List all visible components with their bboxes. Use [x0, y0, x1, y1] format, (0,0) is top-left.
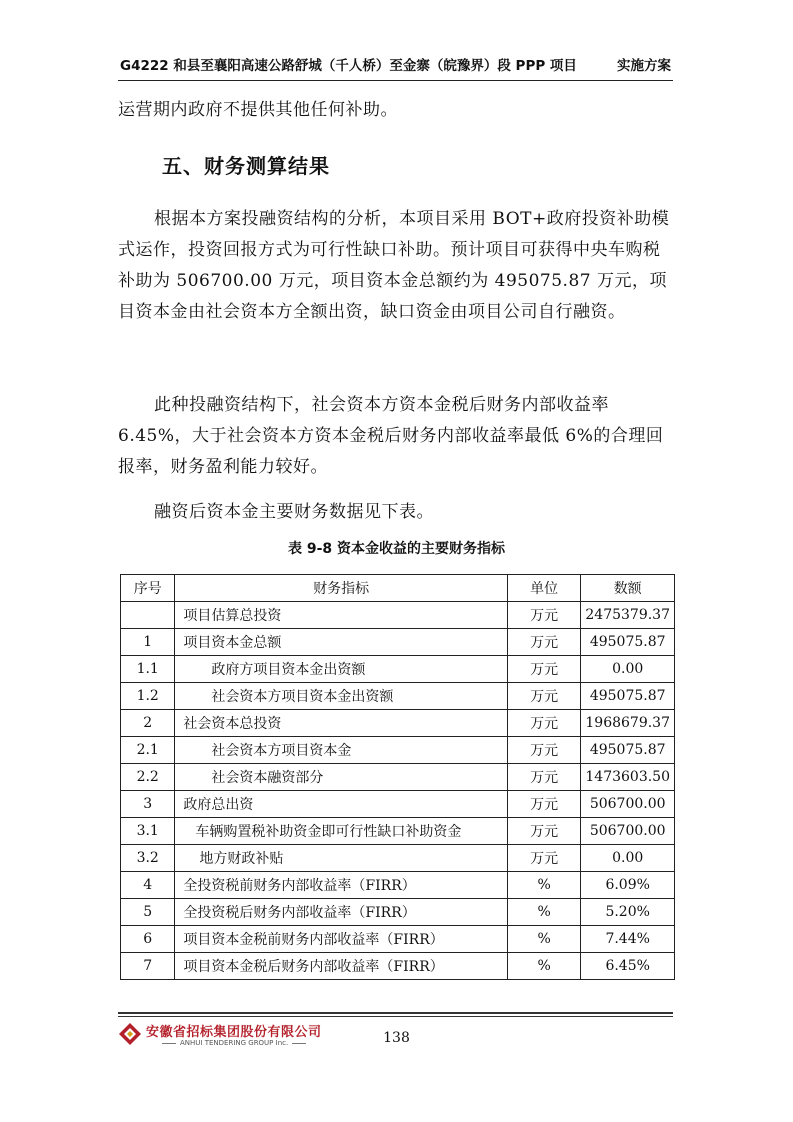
company-name-cn: 安徽省招标集团股份有限公司 — [146, 1025, 322, 1040]
table-row — [121, 764, 675, 791]
row-name: 地方财政补贴 — [175, 845, 508, 872]
row-unit: % — [507, 872, 580, 899]
row-no: 4 — [121, 872, 175, 899]
footer-rule — [118, 1012, 673, 1014]
row-no: 2.2 — [121, 764, 175, 791]
col-header-unit: 单位 — [507, 575, 580, 602]
row-value: 495075.87 — [581, 683, 675, 710]
row-name: 社会资本总投资 — [175, 710, 508, 737]
row-name: 政府总出资 — [175, 791, 508, 818]
row-value: 506700.00 — [581, 818, 675, 845]
table-header-row — [121, 575, 675, 602]
row-value: 6.45% — [581, 953, 675, 980]
table-row — [121, 629, 675, 656]
table-row — [121, 683, 675, 710]
row-no: 6 — [121, 926, 175, 953]
table-row — [121, 899, 675, 926]
row-no: 3.2 — [121, 845, 175, 872]
table-row — [121, 818, 675, 845]
row-unit: 万元 — [507, 845, 580, 872]
row-name: 项目资本金税前财务内部收益率（FIRR） — [175, 926, 508, 953]
row-no — [121, 602, 175, 629]
table-row — [121, 791, 675, 818]
row-value: 6.09% — [581, 872, 675, 899]
row-name: 全投资税后财务内部收益率（FIRR） — [175, 899, 508, 926]
paragraph-irr: 此种投融资结构下，社会资本方资本金税后财务内部收益率 6.45%，大于社会资本方资本金税后财务内部收益率最低 6%的合理回报率，财务盈利能力较好。 — [118, 395, 664, 477]
row-no: 7 — [121, 953, 175, 980]
table-row — [121, 953, 675, 980]
header-project-title: G4222 和县至襄阳高速公路舒城（千人桥）至金寨（皖豫界）段 PPP 项目 — [120, 58, 577, 74]
row-name: 车辆购置税补助资金即可行性缺口补助资金 — [175, 818, 508, 845]
company-name-en: ANHUI TENDERING GROUP Inc. — [158, 1039, 310, 1047]
table-caption: 表 9-8 资本金收益的主要财务指标 — [287, 541, 506, 557]
row-no: 3.1 — [121, 818, 175, 845]
row-unit: % — [507, 899, 580, 926]
table-row — [121, 845, 675, 872]
row-unit: % — [507, 953, 580, 980]
section-heading: 五、财务测算结果 — [162, 154, 330, 178]
col-header-name: 财务指标 — [175, 575, 508, 602]
row-value: 506700.00 — [581, 791, 675, 818]
row-name: 项目资本金税后财务内部收益率（FIRR） — [175, 953, 508, 980]
row-value: 495075.87 — [581, 737, 675, 764]
row-no: 1 — [121, 629, 175, 656]
row-no: 1.1 — [121, 656, 175, 683]
row-name: 社会资本方项目资本金出资额 — [175, 683, 508, 710]
page-header — [118, 52, 673, 81]
row-unit: 万元 — [507, 710, 580, 737]
row-unit: 万元 — [507, 791, 580, 818]
row-unit: 万元 — [507, 602, 580, 629]
paragraph-continuation: 运营期内政府不提供其他任何补助。 — [118, 100, 398, 120]
row-name: 项目资本金总额 — [175, 629, 508, 656]
header-doc-type: 实施方案 — [617, 58, 671, 74]
row-name: 政府方项目资本金出资额 — [175, 656, 508, 683]
row-name: 社会资本融资部分 — [175, 764, 508, 791]
row-value: 5.20% — [581, 899, 675, 926]
col-header-no: 序号 — [121, 575, 175, 602]
row-name: 项目估算总投资 — [175, 602, 508, 629]
row-name: 社会资本方项目资本金 — [175, 737, 508, 764]
row-no: 1.2 — [121, 683, 175, 710]
row-name: 全投资税前财务内部收益率（FIRR） — [175, 872, 508, 899]
table-row — [121, 737, 675, 764]
table-row — [121, 602, 675, 629]
col-header-value: 数额 — [581, 575, 675, 602]
footer-rule-thin — [118, 1016, 673, 1017]
row-unit: 万元 — [507, 629, 580, 656]
table-row — [121, 926, 675, 953]
row-unit: 万元 — [507, 764, 580, 791]
table-row — [121, 710, 675, 737]
row-value: 1473603.50 — [581, 764, 675, 791]
row-unit: 万元 — [507, 683, 580, 710]
row-value: 2475379.37 — [581, 602, 675, 629]
table-row — [121, 656, 675, 683]
row-unit: 万元 — [507, 737, 580, 764]
row-no: 3 — [121, 791, 175, 818]
row-no: 2.1 — [121, 737, 175, 764]
row-no: 5 — [121, 899, 175, 926]
row-unit: 万元 — [507, 656, 580, 683]
row-value: 7.44% — [581, 926, 675, 953]
paragraph-financing-structure: 根据本方案投融资结构的分析，本项目采用 BOT+政府投资补助模式运作，投资回报方式为可行性缺口补助。预计项目可获得中央车购税补助为 506700.00 万元，项目资本金总额约为 495075.87 万元，项目资本金由社会资本方全额出资，缺口资金由项目公司自行融资。 — [118, 209, 670, 322]
row-unit: % — [507, 926, 580, 953]
table-row — [121, 872, 675, 899]
row-value: 0.00 — [581, 845, 675, 872]
paragraph-table-intro: 融资后资本金主要财务数据见下表。 — [154, 502, 434, 522]
page-number: 138 — [383, 1030, 410, 1046]
row-value: 0.00 — [581, 656, 675, 683]
financial-indicators-table — [120, 574, 675, 980]
row-value: 495075.87 — [581, 629, 675, 656]
row-unit: 万元 — [507, 818, 580, 845]
row-no: 2 — [121, 710, 175, 737]
row-value: 1968679.37 — [581, 710, 675, 737]
